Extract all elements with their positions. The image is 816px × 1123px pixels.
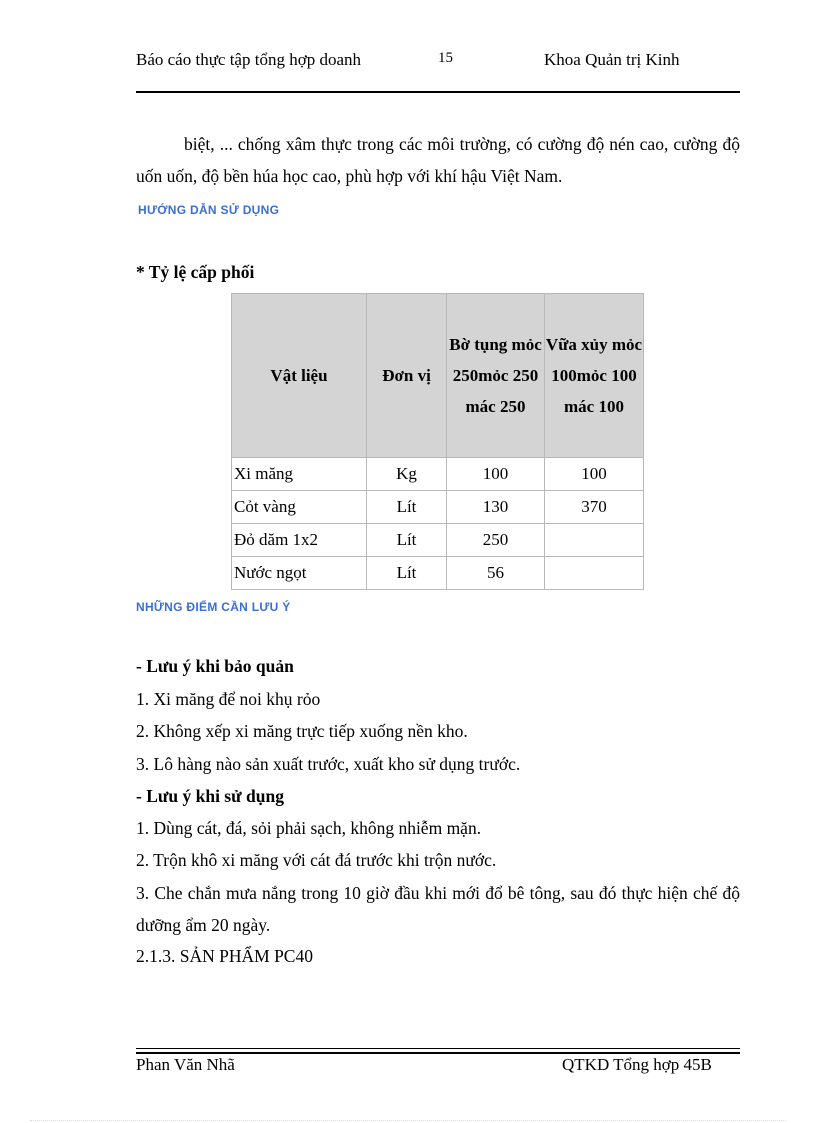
table-cell [545,557,644,590]
usage-heading: - Lưu ý khi sử dụng [136,786,284,806]
storage-heading: - Lưu ý khi bảo quản [136,656,294,676]
table-header-cell: Vữa xủy mỏc 100mỏc 100 mác 100 [545,294,644,458]
header-rule [136,91,740,93]
list-item: 2. Không xếp xi măng trực tiếp xuống nền kho. [136,721,468,741]
table-row [232,458,644,491]
table-cell: Lít [367,491,447,524]
table-row [232,557,644,590]
table-cell: Kg [367,458,447,491]
table-cell: Lít [367,557,447,590]
table-header-cell: Vật liệu [232,294,367,458]
list-item: 1. Dùng cát, đá, sỏi phải sạch, không nhiễm mặn. [136,818,482,838]
table-cell: 100 [447,458,545,491]
table-cell: Nước ngọt [232,557,367,590]
list-item: 2. Trộn khô xi măng với cát đá trước khi trộn nước. [136,850,497,870]
table-row [232,524,644,557]
page-edge-divider [30,1120,786,1121]
section-heading-usage: HƯỚNG DẪN SỬ DỤNG [138,203,280,217]
table-cell: 370 [545,491,644,524]
table-header-cell: Bờ tụng mỏc 250mỏc 250 mác 250 [447,294,545,458]
footer-author: Phan Văn Nhã [136,1055,235,1074]
footer-rule [136,1048,740,1049]
header-left-title: Báo cáo thực tập tổng hợp doanh [136,50,361,69]
table-header-row [232,294,644,458]
table-row [232,491,644,524]
section-heading-notes: NHỮNG ĐIỂM CẦN LƯU Ý [136,600,291,614]
table-cell: Đỏ dăm 1x2 [232,524,367,557]
table-cell: 100 [545,458,644,491]
table-header-cell: Đơn vị [367,294,447,458]
mix-ratio-heading: * Tỷ lệ cấp phối [136,262,255,282]
next-section-title: 2.1.3. SẢN PHẨM PC40 [136,946,313,966]
table-cell: Cỏt vàng [232,491,367,524]
table-cell: 250 [447,524,545,557]
intro-paragraph: biệt, ... chống xâm thực trong các môi trường, có cường độ nén cao, cường độ uốn uốn, độ bền húa học cao, phù hợp với khí hậu Việt Nam. [136,134,740,186]
footer-class: QTKD Tổng hợp 45B [562,1055,712,1074]
list-item: 1. Xi măng để noi khụ rỏo [136,689,321,709]
table-cell [545,524,644,557]
footer-rule [136,1052,740,1054]
list-item: 3. Che chắn mưa nắng trong 10 giờ đầu khi mới đổ bê tông, sau đó thực hiện chế độ dưỡng ẩm 20 ngày. [136,883,740,935]
table-cell: 56 [447,557,545,590]
table-cell: 130 [447,491,545,524]
list-item: 3. Lô hàng nào sản xuất trước, xuất kho sử dụng trước. [136,754,521,774]
table-cell: Xi măng [232,458,367,491]
mix-ratio-table [231,293,644,590]
table-cell: Lít [367,524,447,557]
page-number: 15 [438,50,453,66]
header-right-title: Khoa Quản trị Kinh [544,50,680,69]
